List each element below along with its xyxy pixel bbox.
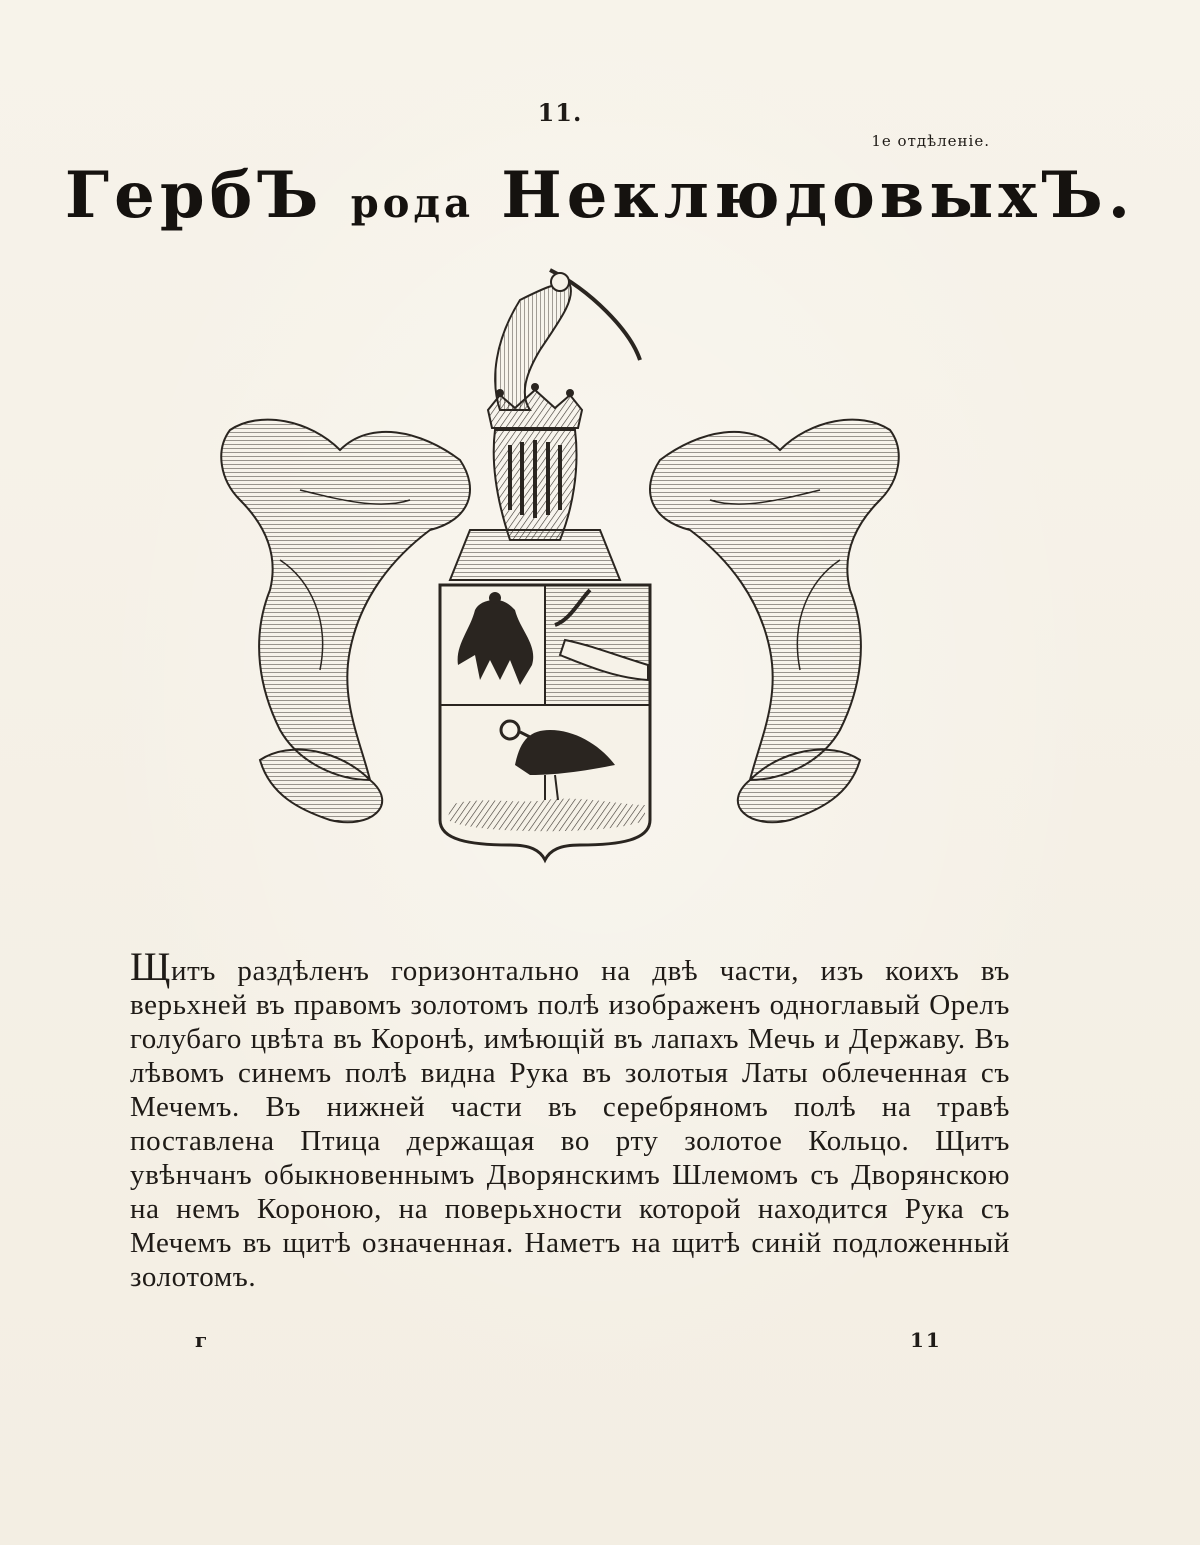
page-title bbox=[0, 158, 1200, 233]
helmet-crown bbox=[488, 383, 582, 428]
mantling-right bbox=[650, 420, 899, 823]
mantling-left bbox=[221, 420, 470, 823]
crest-arm-with-sabre bbox=[495, 270, 640, 410]
page-number: 11. bbox=[537, 98, 583, 127]
knight-helmet bbox=[450, 430, 620, 580]
title-word-3: НеклюдовыхЪ. bbox=[501, 158, 1136, 233]
section-label: 1е отдѣленіе. bbox=[871, 132, 990, 150]
signature-mark-left: г bbox=[195, 1328, 210, 1352]
title-word-1: ГербЪ bbox=[64, 158, 324, 233]
signature-mark-right: 11 bbox=[910, 1328, 942, 1352]
blazon-description: Щитъ раздѣленъ горизонтально на двѣ части, изъ коихъ въ верьхней въ правомъ золотомъ полѣ изображенъ одноглавый Орелъ голубаго цвѣта въ Коронѣ, имѣющій въ лапахъ Мечь и Державу. Въ лѣвомъ синемъ полѣ видна Рука въ золотыя Латы облеченная съ Мечемъ. Въ нижней части въ серебряномъ полѣ на травѣ поставлена Птица держащая во рту золотое Кольцо. Щитъ увѣнчанъ обыкновеннымъ Дворянскимъ Шлемомъ съ Дворянскою на немъ Короною, на поверьхности которой находится Рука съ Мечемъ въ щитѣ означенная. Наметъ на щитѣ синій подложенный золотомъ. bbox=[130, 944, 1010, 1293]
title-word-2: рода bbox=[350, 180, 474, 227]
coat-of-arms-illustration bbox=[220, 260, 900, 880]
